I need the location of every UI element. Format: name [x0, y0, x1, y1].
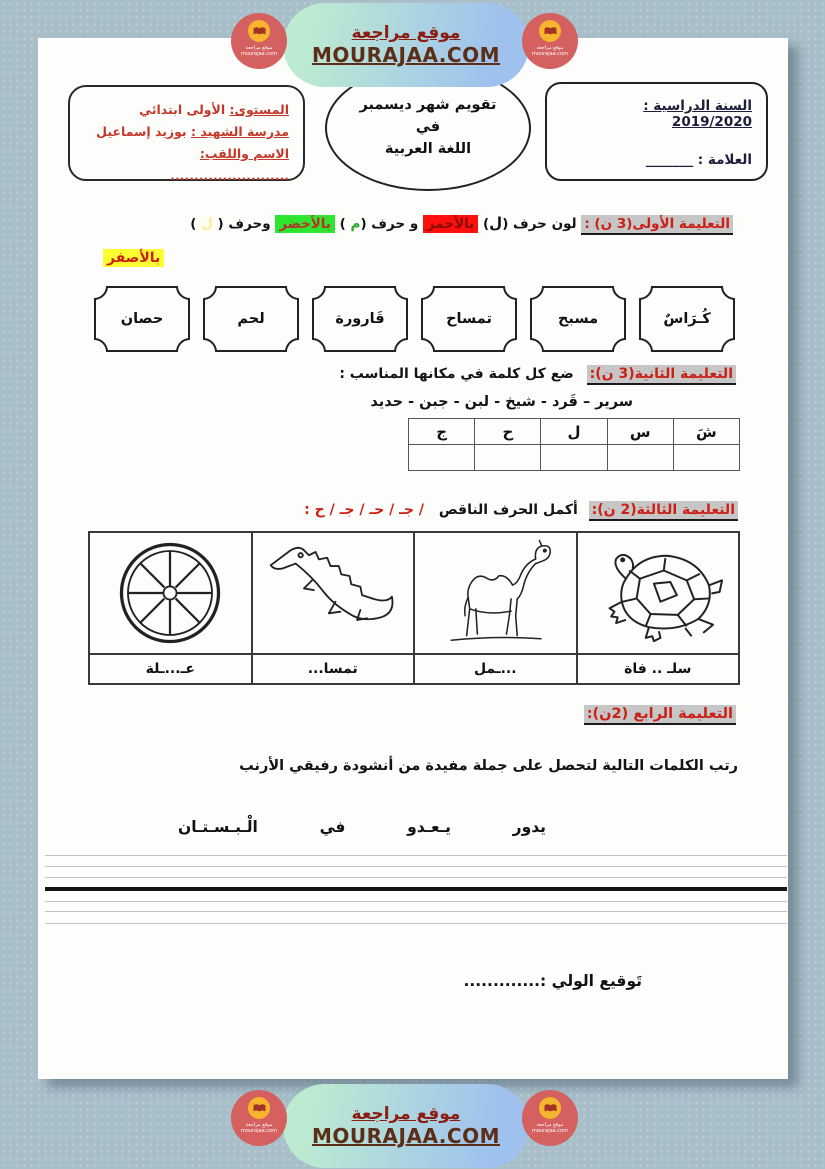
scrambled-word: يـعـدو [407, 818, 451, 836]
letters-answer-row [409, 445, 740, 471]
scrambled-words-row [178, 818, 546, 836]
picture-table [88, 531, 740, 685]
task1-instruction: التعليمة الأولى(3 ن) : لون حرف (ل) بالأحمر و حرف (م ) بالأخضر وحرف ( ل ) [93, 214, 733, 232]
word-box: قَارورة [312, 286, 408, 352]
badge-text-ar: موقع مراجعة [536, 45, 564, 51]
word-box: كُـرَاسٌ [639, 286, 735, 352]
name-line: الاسم واللقب: ......................... [170, 145, 289, 183]
answer-cell [409, 445, 475, 471]
level-line: المستوى: الأولى ابتدائي [139, 102, 289, 117]
red-highlight-word: بالأحمر [423, 215, 478, 233]
badge-text-ar: موقع مراجعة [245, 1122, 273, 1128]
exam-paper [38, 38, 788, 1079]
task2-prompt: ضع كل كلمة في مكانها المناسب : [339, 366, 574, 382]
mark-blank: _______ [645, 152, 694, 168]
letter-lam: ل [489, 214, 503, 232]
crocodile-image [258, 537, 408, 649]
writing-line [45, 877, 787, 878]
answer-cell [475, 445, 541, 471]
scrambled-word: الْـبـسـتـان [178, 818, 258, 836]
site-url: MOURAJAA.COM [312, 1124, 500, 1148]
watermark-banner-bottom [283, 1084, 529, 1168]
writing-line [45, 866, 787, 867]
school-info-box [68, 85, 305, 181]
word-box-row [90, 286, 735, 352]
word-box: تمساح [421, 286, 517, 352]
task2-header: التعليمة الثانية(3 ن): [587, 365, 736, 385]
scrambled-word: يدور [512, 818, 546, 836]
task4-prompt: رتب الكلمات التالية لتحصل على جملة مفيدة من أنشودة رفيقي الأرنب [239, 758, 738, 774]
wheel-cell [89, 532, 252, 654]
word-box: لحم [203, 286, 299, 352]
letter-lam-yellow: ل [201, 216, 213, 232]
wheel-image [105, 537, 235, 649]
task4-header: التعليمة الرابع (2ن): [584, 705, 736, 725]
picture-row [89, 532, 739, 654]
exam-title-line3: اللغة العربية [384, 140, 472, 157]
school-year: السنة الدراسية : 2019/2020 [643, 98, 752, 130]
scrambled-word: في [319, 818, 346, 836]
writing-line [45, 923, 787, 924]
letter-meem: م [350, 216, 361, 232]
task1-header: التعليمة الأولى(3 ن) : [581, 215, 733, 235]
school-line: مدرسة الشهيد : بوزيد إسماعيل [96, 123, 289, 139]
crocodile-cell [252, 532, 415, 654]
watermark-banner-top [283, 3, 529, 87]
task4-header-line [88, 706, 736, 722]
picture-label: عـ...ـلة [89, 654, 252, 684]
task1-instruction-continued [103, 250, 164, 266]
site-logo-badge [231, 13, 287, 69]
task3-letter-choices: / جـ / حـ / جـ / ح : [304, 502, 424, 518]
picture-label: تمسا... [252, 654, 415, 684]
task2-instruction [88, 366, 736, 382]
badge-text-url: mourajaa.com [531, 51, 568, 57]
badge-text-url: mourajaa.com [240, 51, 277, 57]
exam-title-line1: تقويم شهر ديسمبر [359, 97, 497, 114]
site-logo-badge [231, 1090, 287, 1146]
camel-cell [414, 532, 577, 654]
letters-table [408, 418, 740, 471]
site-logo-badge [522, 13, 578, 69]
word-box: مسبح [530, 286, 626, 352]
task3-header: التعليمة الثالثة(2 ن): [589, 501, 738, 521]
turtle-image [583, 536, 733, 651]
badge-text-ar: موقع مراجعة [245, 45, 273, 51]
letter-header: ل [541, 419, 607, 445]
answer-cell [541, 445, 607, 471]
book-icon [539, 1097, 561, 1119]
picture-label: ...ـمل [414, 654, 577, 684]
letter-header: س [607, 419, 673, 445]
green-highlight-word: بالأخضر [275, 215, 335, 233]
badge-text-url: mourajaa.com [531, 1128, 568, 1134]
answer-cell [607, 445, 673, 471]
letter-header: شَ [673, 419, 739, 445]
site-name-arabic: موقع مراجعة [351, 23, 461, 43]
book-icon [248, 1097, 270, 1119]
mark-line: العلامة : _______ [645, 152, 752, 168]
task3-instruction [88, 502, 738, 518]
parent-signature-line: تَوقيع الولي :............. [463, 972, 642, 990]
writing-line [45, 855, 787, 856]
badge-text-url: mourajaa.com [240, 1128, 277, 1134]
answer-cell [673, 445, 739, 471]
badge-text-ar: موقع مراجعة [536, 1122, 564, 1128]
writing-line-thick [45, 887, 787, 891]
site-name-arabic: موقع مراجعة [351, 1104, 461, 1124]
site-logo-badge [522, 1090, 578, 1146]
camel-image [420, 536, 570, 651]
picture-label: سلـ .. فاة [577, 654, 740, 684]
turtle-cell [577, 532, 740, 654]
writing-line [45, 901, 787, 902]
writing-lines [45, 855, 787, 925]
year-mark-box [545, 82, 768, 181]
letter-header: ج [409, 419, 475, 445]
picture-label-row [89, 654, 739, 684]
letter-header: ح [475, 419, 541, 445]
word-box: حصان [94, 286, 190, 352]
book-icon [248, 20, 270, 42]
writing-line [45, 911, 787, 912]
site-url: MOURAJAA.COM [312, 43, 500, 67]
task2-word-bank: سرير – قَرد - شيخ - لبن - جبن - حديد [370, 394, 633, 410]
letters-header-row [409, 419, 740, 445]
yellow-highlight-word: بالأصفر [103, 249, 164, 267]
task3-prompt: أكمل الحرف الناقص [438, 502, 578, 518]
book-icon [539, 20, 561, 42]
exam-title-line2: في [415, 119, 441, 136]
